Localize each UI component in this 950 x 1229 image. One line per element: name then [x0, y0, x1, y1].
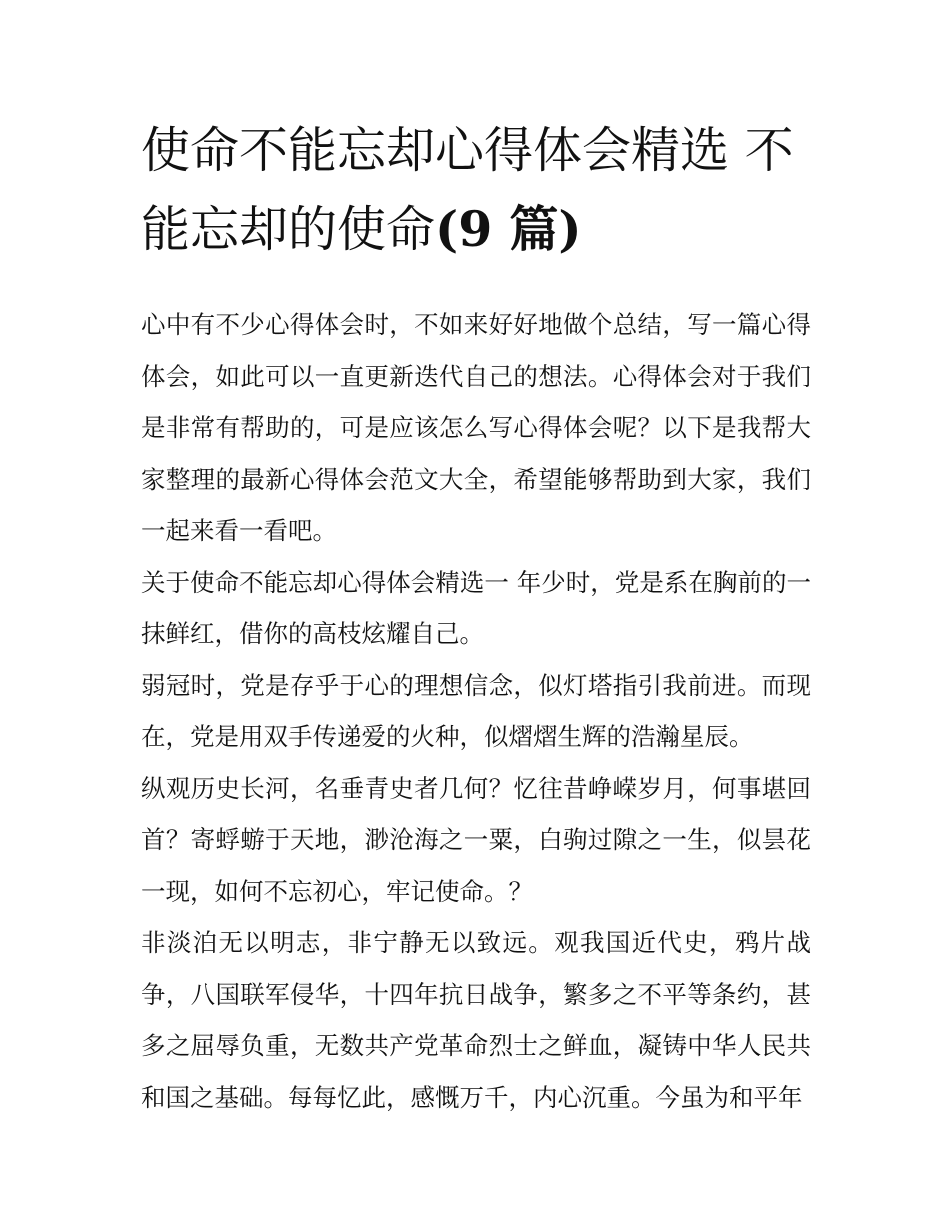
document-title	[141, 112, 811, 269]
paragraph-2: 弱冠时，党是存乎于心的理想信念，似灯塔指引我前进。而现在，党是用双手传递爱的火种，似熠熠生辉的浩瀚星辰。	[141, 670, 811, 751]
paragraph-1: 关于使命不能忘却心得体会精选一 年少时，党是系在胸前的一抹鲜红，借你的高枝炫耀自己。	[141, 567, 811, 648]
paragraph-3: 纵观历史长河，名垂青史者几何？忆往昔峥嵘岁月，何事堪回首？寄蜉蝣于天地，渺沧海之一粟，白驹过隙之一生，似昙花一现，如何不忘初心，牢记使命。？	[141, 773, 811, 906]
title-suffix: (9 篇)	[435, 200, 582, 258]
document-page	[141, 112, 811, 1123]
title-main: 使命不能忘却心得体会精选 不能忘却的使命	[141, 122, 794, 258]
paragraph-intro: 心中有不少心得体会时，不如来好好地做个总结，写一篇心得体会，如此可以一直更新迭代自己的想法。心得体会对于我们是非常有帮助的，可是应该怎么写心得体会呢？以下是我帮大家整理的最新心得体会范文大全，希望能够帮助到大家，我们一起来看一看吧。	[141, 310, 811, 545]
paragraph-4: 非淡泊无以明志，非宁静无以致远。观我国近代史，鸦片战争，八国联军侵华，十四年抗日战争，繁多之不平等条约，甚多之屈辱负重，无数共产党革命烈士之鲜血，凝铸中华人民共和国之基础。每每忆此，感慨万千，内心沉重。今虽为和平年	[141, 928, 811, 1112]
